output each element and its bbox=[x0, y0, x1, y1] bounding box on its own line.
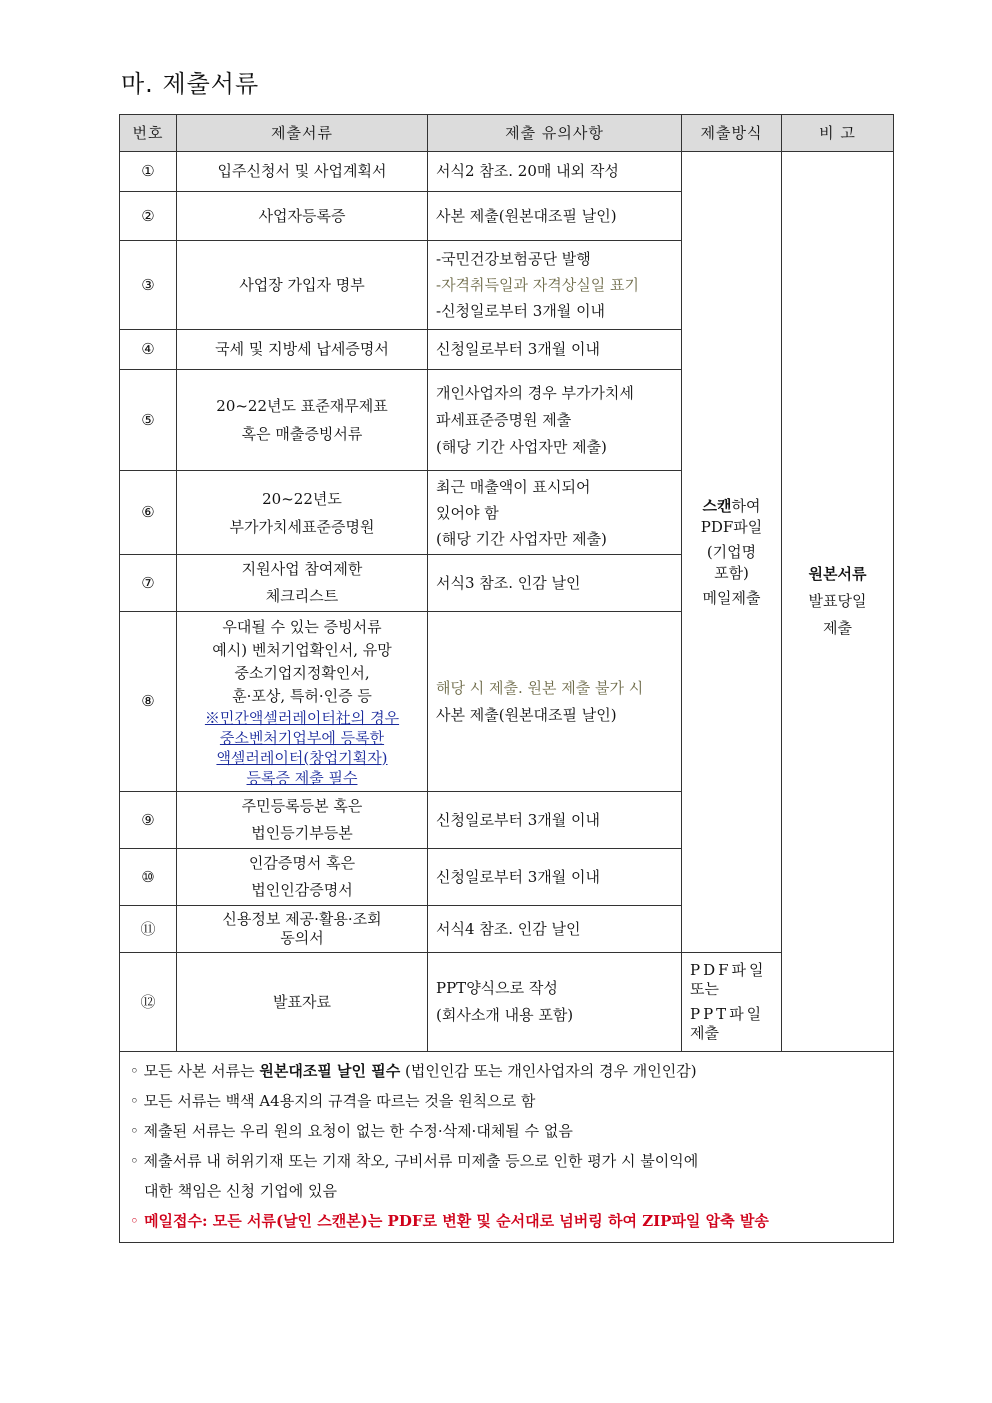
table-row bbox=[120, 953, 894, 1052]
document-note: 신청일로부터 3개월 이내 bbox=[428, 792, 682, 849]
document-name: 사업자등록증 bbox=[177, 192, 428, 241]
header-doc: 제출서류 bbox=[177, 115, 428, 152]
document-note: 서식2 참조. 20매 내외 작성 bbox=[428, 152, 682, 192]
document-note: 신청일로부터 3개월 이내 bbox=[428, 330, 682, 370]
document-name: 주민등록등본 혹은 법인등기부등본 bbox=[177, 792, 428, 849]
accelerator-note: ※민간액셀러레이터社의 경우 bbox=[204, 708, 400, 727]
accelerator-note: 액셀러레이터(창업기획자) bbox=[216, 748, 388, 767]
document-note: 서식3 참조. 인감 날인 bbox=[428, 555, 682, 612]
note-item-email: ◦ 메일접수: 모든 서류(날인 스캔본)는 PDF로 변환 및 순서대로 넘버링 하여 ZIP파일 압축 발송 bbox=[130, 1212, 769, 1230]
document-name: 인감증명서 혹은 법인인감증명서 bbox=[177, 849, 428, 906]
row-number: ⑫ bbox=[120, 953, 177, 1052]
document-name: 국세 및 지방세 납세증명서 bbox=[177, 330, 428, 370]
document-note: 해당 시 제출. 원본 제출 불가 시 사본 제출(원본대조필 날인) bbox=[428, 612, 682, 792]
row-number: ⑨ bbox=[120, 792, 177, 849]
document-name: 우대될 수 있는 증빙서류 예시) 벤처기업확인서, 유망 중소기업지정확인서, 훈·포상, 특허·인증 등 ※민간액셀러레이터社의 경우 중소벤처기업부에 등록한 액셀러레이터(창업기획자) 등록증 제출 필수 bbox=[177, 612, 428, 792]
document-name: 20~22년도 부가가치세표준증명원 bbox=[177, 471, 428, 555]
section-title: 마. 제출서류 bbox=[121, 70, 260, 98]
row-number: ④ bbox=[120, 330, 177, 370]
document-name: 사업장 가입자 명부 bbox=[177, 241, 428, 330]
table-row bbox=[120, 152, 894, 192]
note-item: ◦ 제출서류 내 허위기재 또는 기재 착오, 구비서류 미제출 등으로 인한 평가 시 불이익에 bbox=[130, 1152, 699, 1170]
accelerator-note: 중소벤처기업부에 등록한 bbox=[219, 728, 385, 747]
submission-documents-table bbox=[119, 114, 894, 1243]
row-number: ⑦ bbox=[120, 555, 177, 612]
document-name: 20~22년도 표준재무제표 혹은 매출증빙서류 bbox=[177, 370, 428, 471]
document-note: PPT양식으로 작성 (회사소개 내용 포함) bbox=[428, 953, 682, 1052]
notes-cell bbox=[120, 1052, 894, 1243]
note-item: ◦ 모든 서류는 백색 A4용지의 규격을 따르는 것을 원칙으로 함 bbox=[130, 1092, 536, 1110]
row-number: ① bbox=[120, 152, 177, 192]
document-note: 개인사업자의 경우 부가가치세 파세표준증명원 제출 (해당 기간 사업자만 제출) bbox=[428, 370, 682, 471]
document-note: -국민건강보험공단 발행 -자격취득일과 자격상실일 표기 -신청일로부터 3개월 이내 bbox=[428, 241, 682, 330]
document-name: 지원사업 참여제한 체크리스트 bbox=[177, 555, 428, 612]
row-number: ⑩ bbox=[120, 849, 177, 906]
document-note: 서식4 참조. 인감 날인 bbox=[428, 906, 682, 953]
notes-row bbox=[120, 1052, 894, 1243]
header-no: 번호 bbox=[120, 115, 177, 152]
header-method: 제출방식 bbox=[682, 115, 782, 152]
note-item: 대한 책임은 신청 기업에 있음 bbox=[144, 1182, 337, 1200]
row-number: ③ bbox=[120, 241, 177, 330]
row-number: ② bbox=[120, 192, 177, 241]
row-number: ⑥ bbox=[120, 471, 177, 555]
accelerator-note: 등록증 제출 필수 bbox=[246, 768, 358, 787]
table-header-row bbox=[120, 115, 894, 152]
submission-method-presentation: PDF파일 또는 PPT파일 제출 bbox=[682, 953, 782, 1052]
remark: 원본서류 발표당일 제출 bbox=[782, 152, 894, 1052]
note-item: ◦ 모든 사본 서류는 원본대조필 날인 필수 (법인인감 또는 개인사업자의 경우 개인인감) bbox=[130, 1062, 697, 1080]
row-number: ⑧ bbox=[120, 612, 177, 792]
row-number: ⑪ bbox=[120, 906, 177, 953]
header-remark: 비 고 bbox=[782, 115, 894, 152]
submission-method: 스캔하여 PDF파일 (기업명 포함) 메일제출 bbox=[682, 152, 782, 953]
row-number: ⑤ bbox=[120, 370, 177, 471]
document-note: 신청일로부터 3개월 이내 bbox=[428, 849, 682, 906]
note-item: ◦ 제출된 서류는 우리 원의 요청이 없는 한 수정·삭제·대체될 수 없음 bbox=[130, 1122, 573, 1140]
document-note: 사본 제출(원본대조필 날인) bbox=[428, 192, 682, 241]
document-name: 발표자료 bbox=[177, 953, 428, 1052]
document-note: 최근 매출액이 표시되어 있어야 함 (해당 기간 사업자만 제출) bbox=[428, 471, 682, 555]
document-name: 신용정보 제공·활용·조회 동의서 bbox=[177, 906, 428, 953]
header-note: 제출 유의사항 bbox=[428, 115, 682, 152]
document-name: 입주신청서 및 사업계획서 bbox=[177, 152, 428, 192]
